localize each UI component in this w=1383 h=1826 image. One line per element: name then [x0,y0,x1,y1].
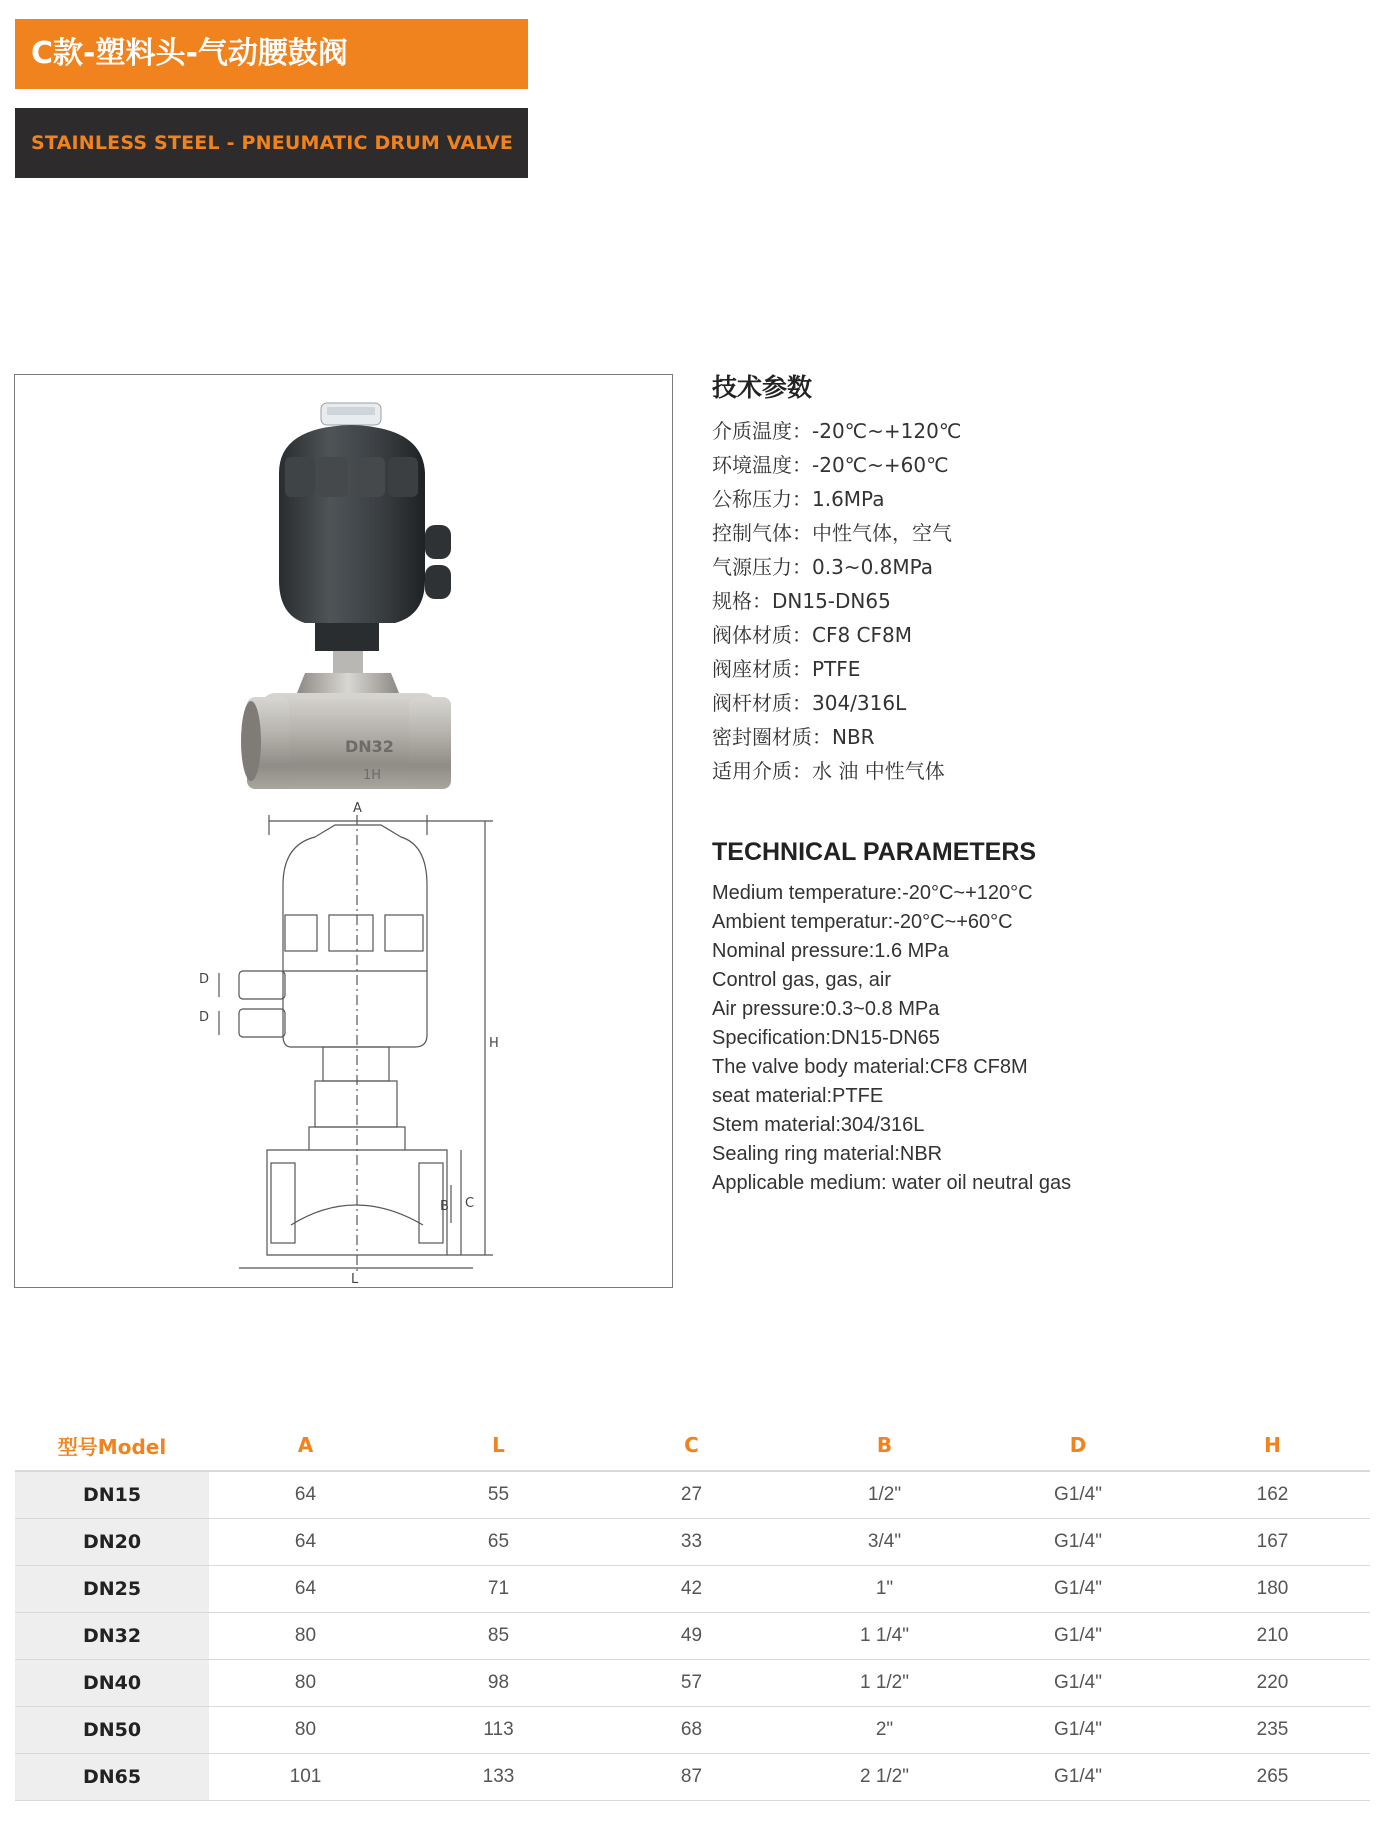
header-model: 型号Model [15,1420,209,1471]
product-panel [14,374,673,1288]
cell-l: 85 [402,1613,595,1660]
table-row [15,1519,1370,1566]
params-cn-heading: 技术参数 [712,373,813,402]
cell-model: DN20 [15,1519,209,1566]
cell-b: 3/4" [788,1519,981,1566]
title-english: STAINLESS STEEL - PNEUMATIC DRUM VALVE [15,108,528,178]
param-cn-row: 环境温度：-20℃~+60℃ [712,453,949,477]
header-c: C [595,1420,788,1471]
param-cn-row: 控制气体：中性气体，空气 [712,521,952,545]
cell-b: 2" [788,1707,981,1754]
cell-b: 1 1/2" [788,1660,981,1707]
param-cn-row: 密封圈材质：NBR [712,725,875,749]
cell-h: 220 [1175,1660,1370,1707]
table-row [15,1754,1370,1801]
cell-l: 98 [402,1660,595,1707]
dimension-drawing [219,815,493,1275]
table-header-row [15,1420,1370,1471]
cell-h: 162 [1175,1471,1370,1519]
param-cn-row: 公称压力：1.6MPa [712,487,885,511]
dim-label-d2: D [199,1010,210,1025]
cell-l: 55 [402,1471,595,1519]
cell-model: DN65 [15,1754,209,1801]
cell-a: 64 [209,1471,402,1519]
param-cn-row: 气源压力：0.3~0.8MPa [712,555,934,579]
technical-parameters-cn [712,368,1352,788]
cell-d: G1/4" [981,1660,1175,1707]
dim-label-a: A [353,801,362,816]
cell-h: 210 [1175,1613,1370,1660]
cell-model: DN40 [15,1660,209,1707]
cell-c: 57 [595,1660,788,1707]
table-row [15,1471,1370,1519]
cell-model: DN15 [15,1471,209,1519]
param-en-row: Stem material:304/316L [712,1114,925,1136]
cell-c: 49 [595,1613,788,1660]
param-en-row: seat material:PTFE [712,1085,884,1107]
cell-c: 87 [595,1754,788,1801]
param-en-row: Sealing ring material:NBR [712,1143,943,1165]
param-cn-row: 阀杆材质：304/316L [712,691,907,715]
header-d: D [981,1420,1175,1471]
param-cn-row: 阀体材质：CF8 CF8M [712,623,912,647]
dim-label-h: H [489,1036,499,1051]
body-sub-text: 1H [363,768,382,783]
param-cn-row: 阀座材质：PTFE [712,657,861,681]
cell-c: 68 [595,1707,788,1754]
cell-b: 1" [788,1566,981,1613]
cell-d: G1/4" [981,1707,1175,1754]
cell-a: 80 [209,1660,402,1707]
cell-b: 1 1/4" [788,1613,981,1660]
cell-l: 65 [402,1519,595,1566]
cell-model: DN25 [15,1566,209,1613]
cell-h: 265 [1175,1754,1370,1801]
cell-c: 42 [595,1566,788,1613]
cell-model: DN32 [15,1613,209,1660]
dim-label-c: C [465,1196,475,1211]
cell-d: G1/4" [981,1471,1175,1519]
param-en-row: Nominal pressure:1.6 MPa [712,940,949,962]
cell-c: 33 [595,1519,788,1566]
cell-h: 180 [1175,1566,1370,1613]
cell-b: 2 1/2" [788,1754,981,1801]
params-en-heading: TECHNICAL PARAMETERS [712,838,1037,866]
cell-l: 133 [402,1754,595,1801]
param-en-row: Ambient temperatur:-20°C~+60°C [712,911,1013,933]
dim-label-b: B [440,1199,449,1214]
param-en-row: Applicable medium: water oil neutral gas [712,1172,1072,1194]
dimension-table [15,1420,1370,1801]
param-en-row: The valve body material:CF8 CF8M [712,1056,1028,1078]
param-en-row: Specification:DN15-DN65 [712,1027,940,1049]
cell-a: 64 [209,1566,402,1613]
param-en-row: Air pressure:0.3~0.8 MPa [712,998,940,1020]
cell-h: 167 [1175,1519,1370,1566]
technical-parameters-en [712,838,1352,1198]
cell-h: 235 [1175,1707,1370,1754]
cell-d: G1/4" [981,1519,1175,1566]
param-cn-row: 规格：DN15-DN65 [712,589,891,613]
cell-d: G1/4" [981,1566,1175,1613]
param-en-row: Medium temperature:-20°C~+120°C [712,882,1033,904]
valve-body-photo [241,673,451,789]
param-cn-row: 适用介质：水 油 中性气体 [712,759,945,783]
body-mark-text: DN32 [345,737,394,756]
cell-d: G1/4" [981,1754,1175,1801]
header-h: H [1175,1420,1370,1471]
header-b: B [788,1420,981,1471]
actuator-photo [279,403,451,673]
param-cn-row: 介质温度：-20℃~+120℃ [712,419,962,443]
cell-model: DN50 [15,1707,209,1754]
dim-label-d1: D [199,972,210,987]
header-a: A [209,1420,402,1471]
cell-d: G1/4" [981,1613,1175,1660]
header-l: L [402,1420,595,1471]
cell-a: 80 [209,1613,402,1660]
param-en-row: Control gas, gas, air [712,969,891,991]
table-row [15,1566,1370,1613]
table-row [15,1613,1370,1660]
cell-a: 101 [209,1754,402,1801]
title-chinese: C款-塑料头-气动腰鼓阀 [15,19,528,89]
cell-a: 80 [209,1707,402,1754]
table-row [15,1660,1370,1707]
dim-label-l: L [351,1272,359,1287]
table-row [15,1707,1370,1754]
cell-l: 71 [402,1566,595,1613]
valve-illustration [15,375,672,1287]
cell-c: 27 [595,1471,788,1519]
cell-a: 64 [209,1519,402,1566]
cell-b: 1/2" [788,1471,981,1519]
cell-l: 113 [402,1707,595,1754]
